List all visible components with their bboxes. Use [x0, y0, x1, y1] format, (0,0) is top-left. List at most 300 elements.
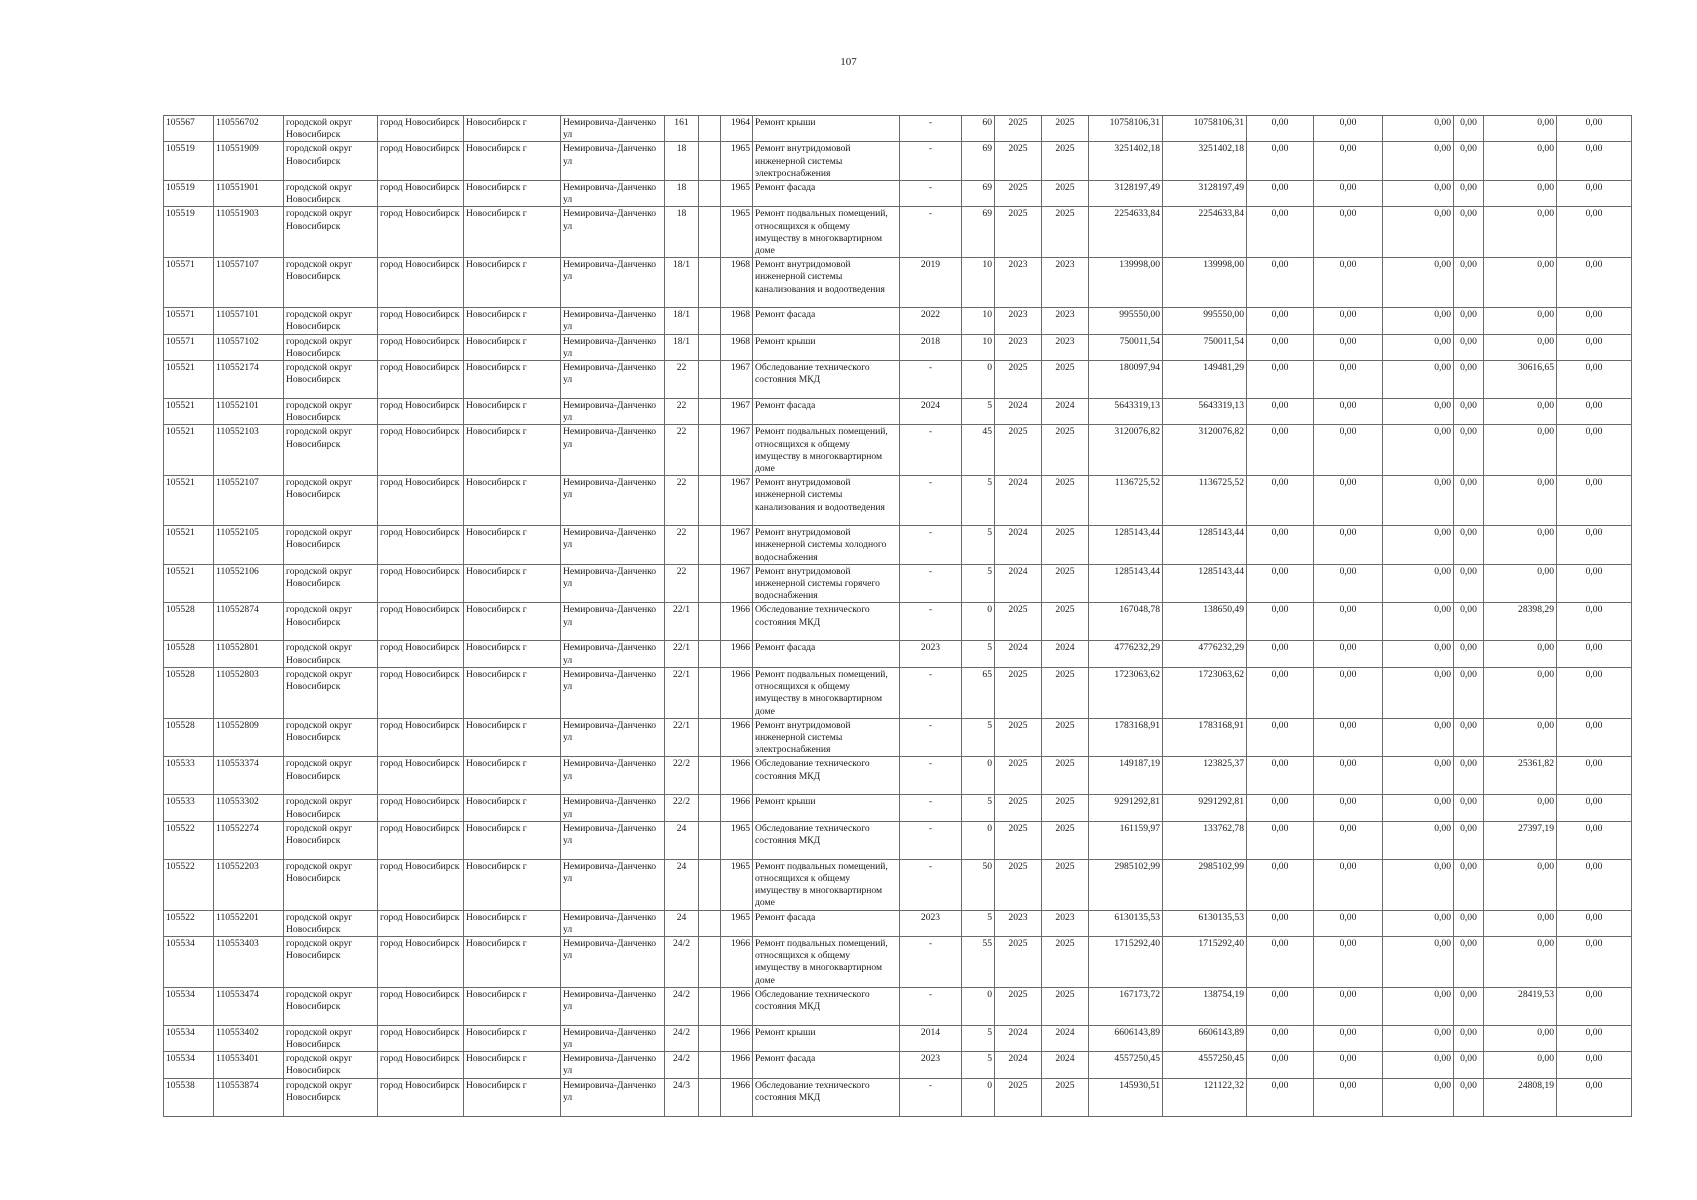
plan-year-end: 2025	[1042, 526, 1089, 565]
value-4: 0,00	[1454, 1025, 1484, 1051]
previous-repair-year: -	[900, 936, 962, 987]
street-cell: Немировича-Данченко ул	[561, 207, 665, 258]
table-row	[164, 361, 1632, 399]
value-2: 0,00	[1314, 910, 1383, 936]
value-4: 0,00	[1454, 859, 1484, 910]
table-row	[164, 1078, 1632, 1116]
plan-year-end: 2025	[1042, 859, 1089, 910]
value-6: 0,00	[1557, 1025, 1632, 1051]
house-number: 22/2	[665, 795, 699, 821]
value-1: 0,00	[1247, 425, 1314, 476]
value-4: 0,00	[1454, 603, 1484, 641]
district-cell: городской округ Новосибирск	[284, 1025, 378, 1051]
build-year: 1964	[721, 116, 753, 142]
district-cell: городской округ Новосибирск	[284, 1078, 378, 1116]
record-id: 105528	[164, 718, 214, 757]
street-cell: Немировича-Данченко ул	[561, 334, 665, 360]
fund-cost: 6606143,89	[1163, 1025, 1247, 1051]
building-cell	[699, 987, 721, 1025]
plan-year-start: 2025	[995, 936, 1042, 987]
value-4: 0,00	[1454, 476, 1484, 526]
value-3: 0,00	[1383, 334, 1454, 360]
settlement-cell: город Новосибирск	[378, 859, 464, 910]
record-id: 105571	[164, 334, 214, 360]
table-row	[164, 641, 1632, 667]
value-3: 0,00	[1383, 526, 1454, 565]
build-year: 1967	[721, 361, 753, 399]
building-cell	[699, 1078, 721, 1116]
plan-year-start: 2025	[995, 718, 1042, 757]
street-cell: Немировича-Данченко ул	[561, 142, 665, 181]
settlement-cell: город Новосибирск	[378, 361, 464, 399]
district-cell: городской округ Новосибирск	[284, 757, 378, 795]
plan-year-end: 2025	[1042, 1078, 1089, 1116]
value-3: 0,00	[1383, 425, 1454, 476]
build-year: 1965	[721, 207, 753, 258]
plan-year-start: 2025	[995, 859, 1042, 910]
building-cell	[699, 795, 721, 821]
work-type: Обследование технического состояния МКД	[753, 1078, 900, 1116]
previous-repair-year: 2024	[900, 399, 962, 425]
value-6: 0,00	[1557, 564, 1632, 603]
table-row	[164, 258, 1632, 308]
settlement-cell: город Новосибирск	[378, 476, 464, 526]
building-cell	[699, 308, 721, 334]
value-5: 30616,65	[1484, 361, 1557, 399]
build-year: 1966	[721, 667, 753, 718]
value-6: 0,00	[1557, 361, 1632, 399]
previous-repair-year: -	[900, 757, 962, 795]
settlement-cell: город Новосибирск	[378, 116, 464, 142]
table-row	[164, 603, 1632, 641]
street-cell: Немировича-Данченко ул	[561, 821, 665, 859]
value-3: 0,00	[1383, 399, 1454, 425]
build-year: 1966	[721, 1078, 753, 1116]
fund-cost: 123825,37	[1163, 757, 1247, 795]
work-type: Ремонт крыши	[753, 795, 900, 821]
work-code: 110553402	[214, 1025, 284, 1051]
fund-cost: 5643319,13	[1163, 399, 1247, 425]
value-4: 0,00	[1454, 526, 1484, 565]
house-number: 24/2	[665, 987, 699, 1025]
previous-repair-year: -	[900, 361, 962, 399]
city-cell: Новосибирск г	[464, 258, 561, 308]
plan-year-end: 2025	[1042, 476, 1089, 526]
total-cost: 3128197,49	[1089, 181, 1163, 207]
house-number: 24	[665, 821, 699, 859]
total-cost: 9291292,81	[1089, 795, 1163, 821]
value-5: 0,00	[1484, 936, 1557, 987]
wear-percent: 50	[962, 859, 995, 910]
wear-percent: 5	[962, 1052, 995, 1078]
settlement-cell: город Новосибирск	[378, 910, 464, 936]
work-code: 110552106	[214, 564, 284, 603]
record-id: 105521	[164, 425, 214, 476]
previous-repair-year: -	[900, 718, 962, 757]
value-5: 0,00	[1484, 641, 1557, 667]
plan-year-end: 2024	[1042, 399, 1089, 425]
total-cost: 1715292,40	[1089, 936, 1163, 987]
build-year: 1966	[721, 718, 753, 757]
value-3: 0,00	[1383, 564, 1454, 603]
value-6: 0,00	[1557, 757, 1632, 795]
value-6: 0,00	[1557, 821, 1632, 859]
work-type: Ремонт фасада	[753, 641, 900, 667]
value-1: 0,00	[1247, 667, 1314, 718]
wear-percent: 69	[962, 181, 995, 207]
plan-year-end: 2025	[1042, 757, 1089, 795]
total-cost: 6606143,89	[1089, 1025, 1163, 1051]
work-code: 110552107	[214, 476, 284, 526]
building-cell	[699, 859, 721, 910]
record-id: 105521	[164, 399, 214, 425]
settlement-cell: город Новосибирск	[378, 1078, 464, 1116]
table-body	[164, 116, 1632, 1117]
house-number: 161	[665, 116, 699, 142]
record-id: 105533	[164, 757, 214, 795]
house-number: 24/2	[665, 936, 699, 987]
value-2: 0,00	[1314, 795, 1383, 821]
district-cell: городской округ Новосибирск	[284, 526, 378, 565]
plan-year-end: 2024	[1042, 641, 1089, 667]
plan-year-start: 2025	[995, 1078, 1042, 1116]
house-number: 22	[665, 476, 699, 526]
value-4: 0,00	[1454, 207, 1484, 258]
district-cell: городской округ Новосибирск	[284, 821, 378, 859]
value-6: 0,00	[1557, 987, 1632, 1025]
value-2: 0,00	[1314, 936, 1383, 987]
table-row	[164, 334, 1632, 360]
wear-percent: 0	[962, 1078, 995, 1116]
value-2: 0,00	[1314, 425, 1383, 476]
total-cost: 167048,78	[1089, 603, 1163, 641]
value-3: 0,00	[1383, 308, 1454, 334]
record-id: 105528	[164, 641, 214, 667]
previous-repair-year: -	[900, 987, 962, 1025]
house-number: 24	[665, 910, 699, 936]
build-year: 1967	[721, 526, 753, 565]
city-cell: Новосибирск г	[464, 859, 561, 910]
plan-year-end: 2025	[1042, 795, 1089, 821]
plan-year-end: 2025	[1042, 116, 1089, 142]
table-row	[164, 821, 1632, 859]
city-cell: Новосибирск г	[464, 399, 561, 425]
building-cell	[699, 603, 721, 641]
house-number: 18/1	[665, 258, 699, 308]
total-cost: 1285143,44	[1089, 564, 1163, 603]
value-1: 0,00	[1247, 399, 1314, 425]
value-3: 0,00	[1383, 821, 1454, 859]
settlement-cell: город Новосибирск	[378, 399, 464, 425]
previous-repair-year: -	[900, 207, 962, 258]
work-code: 110553302	[214, 795, 284, 821]
value-5: 0,00	[1484, 859, 1557, 910]
plan-year-end: 2023	[1042, 910, 1089, 936]
plan-year-end: 2025	[1042, 667, 1089, 718]
value-6: 0,00	[1557, 1078, 1632, 1116]
building-cell	[699, 399, 721, 425]
fund-cost: 139998,00	[1163, 258, 1247, 308]
building-cell	[699, 207, 721, 258]
plan-year-end: 2025	[1042, 987, 1089, 1025]
previous-repair-year: -	[900, 425, 962, 476]
value-2: 0,00	[1314, 181, 1383, 207]
previous-repair-year: 2023	[900, 910, 962, 936]
work-code: 110552201	[214, 910, 284, 936]
city-cell: Новосибирск г	[464, 476, 561, 526]
value-5: 0,00	[1484, 181, 1557, 207]
value-1: 0,00	[1247, 718, 1314, 757]
value-1: 0,00	[1247, 207, 1314, 258]
build-year: 1965	[721, 142, 753, 181]
value-6: 0,00	[1557, 718, 1632, 757]
value-2: 0,00	[1314, 258, 1383, 308]
value-4: 0,00	[1454, 116, 1484, 142]
fund-cost: 138650,49	[1163, 603, 1247, 641]
work-code: 110553474	[214, 987, 284, 1025]
street-cell: Немировича-Данченко ул	[561, 795, 665, 821]
work-type: Ремонт фасада	[753, 181, 900, 207]
total-cost: 2985102,99	[1089, 859, 1163, 910]
build-year: 1966	[721, 936, 753, 987]
fund-cost: 149481,29	[1163, 361, 1247, 399]
settlement-cell: город Новосибирск	[378, 334, 464, 360]
fund-cost: 3128197,49	[1163, 181, 1247, 207]
work-type: Ремонт подвальных помещений, относящихся к общему имуществу в многоквартирном доме	[753, 425, 900, 476]
value-5: 0,00	[1484, 910, 1557, 936]
wear-percent: 45	[962, 425, 995, 476]
city-cell: Новосибирск г	[464, 425, 561, 476]
value-3: 0,00	[1383, 181, 1454, 207]
value-2: 0,00	[1314, 116, 1383, 142]
value-1: 0,00	[1247, 526, 1314, 565]
total-cost: 2254633,84	[1089, 207, 1163, 258]
total-cost: 1783168,91	[1089, 718, 1163, 757]
value-4: 0,00	[1454, 1052, 1484, 1078]
fund-cost: 6130135,53	[1163, 910, 1247, 936]
value-2: 0,00	[1314, 1078, 1383, 1116]
work-code: 110557102	[214, 334, 284, 360]
record-id: 105528	[164, 603, 214, 641]
district-cell: городской округ Новосибирск	[284, 399, 378, 425]
value-6: 0,00	[1557, 641, 1632, 667]
house-number: 22/2	[665, 757, 699, 795]
plan-year-start: 2024	[995, 526, 1042, 565]
value-1: 0,00	[1247, 859, 1314, 910]
plan-year-start: 2025	[995, 667, 1042, 718]
previous-repair-year: -	[900, 859, 962, 910]
value-1: 0,00	[1247, 334, 1314, 360]
street-cell: Немировича-Данченко ул	[561, 1052, 665, 1078]
previous-repair-year: -	[900, 476, 962, 526]
house-number: 22/1	[665, 718, 699, 757]
building-cell	[699, 1025, 721, 1051]
value-1: 0,00	[1247, 987, 1314, 1025]
street-cell: Немировича-Данченко ул	[561, 987, 665, 1025]
work-type: Ремонт крыши	[753, 1025, 900, 1051]
house-number: 22	[665, 425, 699, 476]
total-cost: 5643319,13	[1089, 399, 1163, 425]
street-cell: Немировича-Данченко ул	[561, 564, 665, 603]
street-cell: Немировича-Данченко ул	[561, 1078, 665, 1116]
district-cell: городской округ Новосибирск	[284, 987, 378, 1025]
value-4: 0,00	[1454, 361, 1484, 399]
previous-repair-year: 2018	[900, 334, 962, 360]
work-type: Ремонт крыши	[753, 334, 900, 360]
city-cell: Новосибирск г	[464, 142, 561, 181]
work-code: 110552874	[214, 603, 284, 641]
city-cell: Новосибирск г	[464, 718, 561, 757]
work-code: 110553374	[214, 757, 284, 795]
plan-year-end: 2025	[1042, 181, 1089, 207]
total-cost: 10758106,31	[1089, 116, 1163, 142]
house-number: 18	[665, 181, 699, 207]
building-cell	[699, 564, 721, 603]
wear-percent: 0	[962, 987, 995, 1025]
district-cell: городской округ Новосибирск	[284, 936, 378, 987]
table-row	[164, 207, 1632, 258]
street-cell: Немировича-Данченко ул	[561, 181, 665, 207]
building-cell	[699, 181, 721, 207]
table-row	[164, 1025, 1632, 1051]
house-number: 22	[665, 526, 699, 565]
record-id: 105519	[164, 181, 214, 207]
building-cell	[699, 334, 721, 360]
value-4: 0,00	[1454, 718, 1484, 757]
plan-year-start: 2025	[995, 795, 1042, 821]
plan-year-start: 2025	[995, 603, 1042, 641]
district-cell: городской округ Новосибирск	[284, 425, 378, 476]
value-5: 0,00	[1484, 258, 1557, 308]
total-cost: 4557250,45	[1089, 1052, 1163, 1078]
work-code: 110551903	[214, 207, 284, 258]
city-cell: Новосибирск г	[464, 181, 561, 207]
work-type: Ремонт фасада	[753, 399, 900, 425]
table-row	[164, 181, 1632, 207]
wear-percent: 60	[962, 116, 995, 142]
wear-percent: 5	[962, 526, 995, 565]
city-cell: Новосибирск г	[464, 116, 561, 142]
value-6: 0,00	[1557, 308, 1632, 334]
build-year: 1966	[721, 1025, 753, 1051]
value-1: 0,00	[1247, 308, 1314, 334]
fund-cost: 3120076,82	[1163, 425, 1247, 476]
value-6: 0,00	[1557, 910, 1632, 936]
fund-cost: 2254633,84	[1163, 207, 1247, 258]
plan-year-end: 2025	[1042, 603, 1089, 641]
fund-cost: 1715292,40	[1163, 936, 1247, 987]
plan-year-start: 2025	[995, 361, 1042, 399]
value-4: 0,00	[1454, 308, 1484, 334]
settlement-cell: город Новосибирск	[378, 718, 464, 757]
work-code: 110552105	[214, 526, 284, 565]
value-4: 0,00	[1454, 795, 1484, 821]
building-cell	[699, 116, 721, 142]
value-3: 0,00	[1383, 757, 1454, 795]
value-2: 0,00	[1314, 667, 1383, 718]
street-cell: Немировича-Данченко ул	[561, 116, 665, 142]
plan-year-start: 2024	[995, 476, 1042, 526]
work-code: 110552203	[214, 859, 284, 910]
table-row	[164, 795, 1632, 821]
table-row	[164, 399, 1632, 425]
value-3: 0,00	[1383, 718, 1454, 757]
fund-cost: 10758106,31	[1163, 116, 1247, 142]
value-6: 0,00	[1557, 859, 1632, 910]
work-type: Обследование технического состояния МКД	[753, 361, 900, 399]
total-cost: 145930,51	[1089, 1078, 1163, 1116]
value-3: 0,00	[1383, 116, 1454, 142]
street-cell: Немировича-Данченко ул	[561, 399, 665, 425]
value-1: 0,00	[1247, 564, 1314, 603]
work-type: Обследование технического состояния МКД	[753, 757, 900, 795]
work-type: Ремонт внутридомовой инженерной системы канализования и водоотведения	[753, 476, 900, 526]
wear-percent: 5	[962, 399, 995, 425]
record-id: 105522	[164, 821, 214, 859]
house-number: 24/3	[665, 1078, 699, 1116]
city-cell: Новосибирск г	[464, 795, 561, 821]
district-cell: городской округ Новосибирск	[284, 795, 378, 821]
table-row	[164, 116, 1632, 142]
district-cell: городской округ Новосибирск	[284, 258, 378, 308]
settlement-cell: город Новосибирск	[378, 603, 464, 641]
fund-cost: 1783168,91	[1163, 718, 1247, 757]
table-row	[164, 308, 1632, 334]
value-4: 0,00	[1454, 757, 1484, 795]
value-1: 0,00	[1247, 1052, 1314, 1078]
record-id: 105571	[164, 258, 214, 308]
street-cell: Немировича-Данченко ул	[561, 603, 665, 641]
previous-repair-year: -	[900, 795, 962, 821]
value-3: 0,00	[1383, 258, 1454, 308]
value-5: 0,00	[1484, 667, 1557, 718]
plan-year-end: 2024	[1042, 1025, 1089, 1051]
value-5: 0,00	[1484, 116, 1557, 142]
house-number: 24	[665, 859, 699, 910]
record-id: 105534	[164, 936, 214, 987]
plan-year-end: 2025	[1042, 142, 1089, 181]
building-cell	[699, 718, 721, 757]
plan-year-start: 2023	[995, 334, 1042, 360]
settlement-cell: город Новосибирск	[378, 258, 464, 308]
house-number: 18	[665, 142, 699, 181]
wear-percent: 5	[962, 641, 995, 667]
city-cell: Новосибирск г	[464, 334, 561, 360]
value-4: 0,00	[1454, 181, 1484, 207]
total-cost: 1723063,62	[1089, 667, 1163, 718]
street-cell: Немировича-Данченко ул	[561, 1025, 665, 1051]
build-year: 1966	[721, 795, 753, 821]
value-1: 0,00	[1247, 258, 1314, 308]
fund-cost: 1285143,44	[1163, 526, 1247, 565]
total-cost: 1285143,44	[1089, 526, 1163, 565]
build-year: 1966	[721, 987, 753, 1025]
value-5: 0,00	[1484, 1052, 1557, 1078]
work-code: 110553403	[214, 936, 284, 987]
work-code: 110557107	[214, 258, 284, 308]
value-3: 0,00	[1383, 987, 1454, 1025]
value-1: 0,00	[1247, 361, 1314, 399]
building-cell	[699, 361, 721, 399]
value-4: 0,00	[1454, 667, 1484, 718]
value-5: 25361,82	[1484, 757, 1557, 795]
build-year: 1967	[721, 564, 753, 603]
page-number: 107	[840, 56, 857, 68]
value-6: 0,00	[1557, 667, 1632, 718]
wear-percent: 5	[962, 1025, 995, 1051]
value-4: 0,00	[1454, 399, 1484, 425]
build-year: 1968	[721, 308, 753, 334]
